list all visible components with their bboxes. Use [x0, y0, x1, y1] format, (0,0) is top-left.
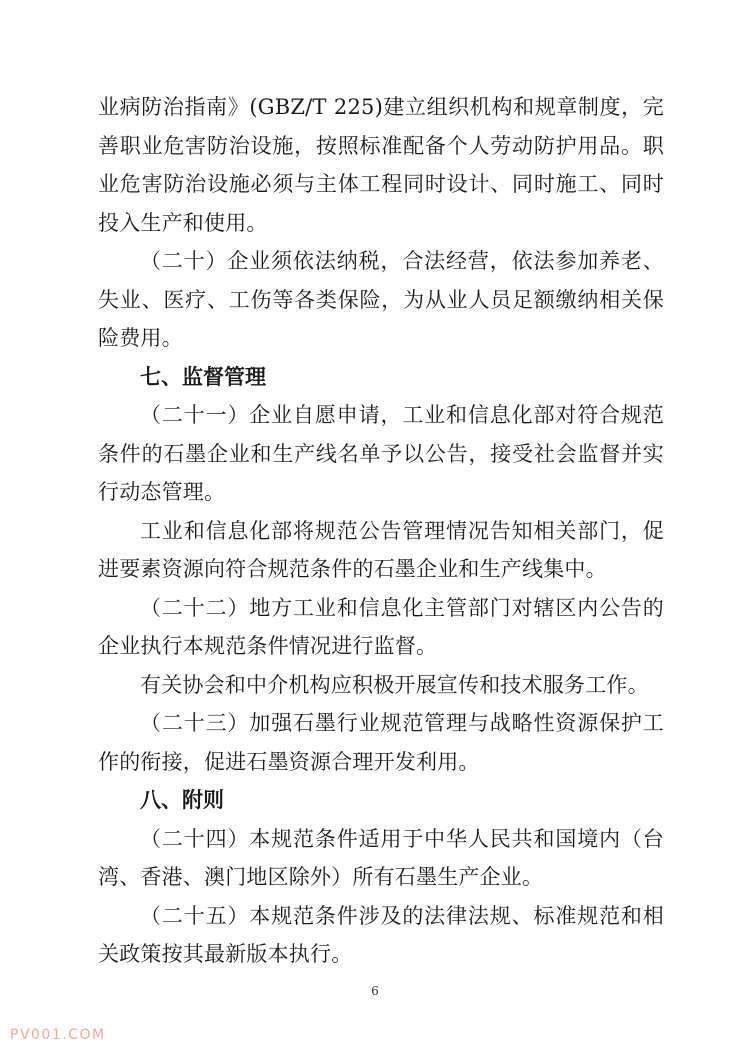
document-body — [98, 88, 664, 974]
paragraph-occupational-disease-continuation: 业病防治指南》(GBZ/T 225)建立组织机构和规章制度，完善职业危害防治设施，按照标准配备个人劳动防护用品。职业危害防治设施必须与主体工程同时设计、同时施工、同时投入生产和使用。 — [98, 95, 664, 235]
paragraph-article-24: （二十四）本规范条件适用于中华人民共和国境内（台湾、香港、澳门地区除外）所有石墨生产企业。 — [98, 826, 664, 889]
paragraph-miit-notice: 工业和信息化部将规范公告管理情况告知相关部门，促进要素资源向符合规范条件的石墨企业和生产线集中。 — [98, 518, 664, 581]
paragraph-article-22: （二十二）地方工业和信息化主管部门对辖区内公告的企业执行本规范条件情况进行监督。 — [98, 595, 664, 658]
paragraph-article-25: （二十五）本规范条件涉及的法律法规、标准规范和相关政策按其最新版本执行。 — [98, 903, 664, 966]
paragraph-article-23: （二十三）加强石墨行业规范管理与战略性资源保护工作的衔接，促进石墨资源合理开发利用。 — [98, 711, 664, 774]
paragraph-associations: 有关协会和中介机构应积极开展宣传和技术服务工作。 — [140, 672, 649, 697]
page-number: 6 — [371, 984, 379, 998]
watermark-text: PV001.COM — [10, 1027, 106, 1043]
section-heading-supplementary: 八、附则 — [140, 788, 224, 812]
section-heading-supervision: 七、监督管理 — [140, 364, 266, 389]
paragraph-article-21: （二十一）企业自愿申请，工业和信息化部对符合规范条件的石墨企业和生产线名单予以公告，接受社会监督并实行动态管理。 — [98, 403, 664, 504]
paragraph-article-20: （二十）企业须依法纳税，合法经营，依法参加养老、失业、医疗、工伤等各类保险，为从业人员足额缴纳相关保险费用。 — [98, 249, 664, 350]
